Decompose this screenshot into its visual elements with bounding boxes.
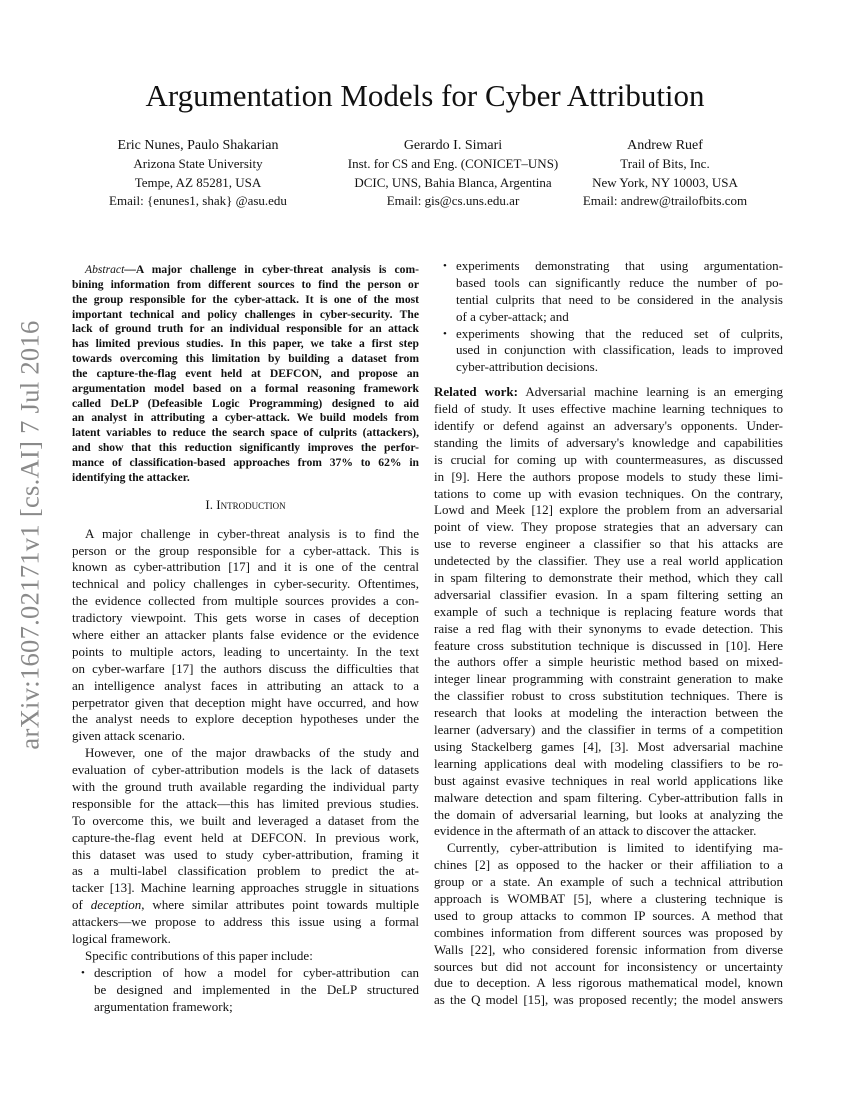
text-line: used to group attacks to common IP sources. A method that <box>434 907 783 923</box>
text-line: the group responsible for the cyber-attack. It is one of the most <box>72 292 419 306</box>
text-line: the analyst needs to explore deception hypotheses under the <box>72 711 419 727</box>
text-line: combines information from different sources was proposed by <box>434 924 783 940</box>
text-line: and show that this reduction significantly improves the perfor- <box>72 441 419 455</box>
text-line: description of how a model for cyber-attribution can <box>94 964 419 980</box>
text-line: field of study. It uses effective machine learning techniques to <box>434 401 783 417</box>
text-line: due to deception. A less rigorous mathematical model, known <box>434 975 783 991</box>
section-heading: I. Introduction <box>205 496 286 512</box>
text-line: be designed and implemented in the DeLP structured <box>94 981 419 997</box>
text-line: logical framework. <box>72 931 171 947</box>
text-line: Walls [22], who considered forensic information from diverse <box>434 941 783 957</box>
text-line <box>72 263 419 278</box>
emphasis: deception <box>90 897 142 913</box>
text-line: the authors offer a simple heuristic method based on mixed- <box>434 654 783 670</box>
paragraph <box>72 948 419 965</box>
spacer <box>434 376 783 384</box>
text-line: tacker [13]. Machine learning approaches struggle in situations <box>72 880 419 896</box>
author-name: Eric Nunes, Paulo Shakarian <box>117 138 279 153</box>
text-line: tations to come up with evasion techniques. On the contrary, <box>434 485 783 501</box>
text-line: chines [2] as opposed to the hacker or their affiliation to a <box>434 857 783 873</box>
author-affiliation: Arizona State University <box>133 156 263 172</box>
run-in-heading: Related work: <box>434 384 518 400</box>
author-name: Gerardo I. Simari <box>403 138 503 153</box>
text-line: known as cyber-attribution [17] and it is one of the central <box>72 559 419 575</box>
bullet-item <box>434 326 783 377</box>
author-email: Email: {enunes1, shak} @asu.edu <box>109 192 287 208</box>
text-line: argumentation model based on a formal reasoning framework <box>72 381 419 395</box>
text-line: experiments showing that the reduced set of culprits, <box>456 325 783 341</box>
text-line: on cyber-warfare [17] the authors discuss the difficulties that <box>72 660 419 676</box>
text-line: mance of classification-based approaches from 37% to 62% in <box>72 455 419 469</box>
text-line: technical and policy challenges in cyber-security. Oftentimes, <box>72 576 419 592</box>
text-line: evidence in the aftermath of an attack to discover the attacker. <box>434 823 757 839</box>
text-line: adversarial classifier evasion. In a spam filtering setting an <box>434 586 783 602</box>
text-line: experiments demonstrating that using argumentation- <box>456 258 783 273</box>
text-line: an intelligence analyst faces in attributing an attack to a <box>72 677 419 693</box>
text-line: Specific contributions of this paper include: <box>85 947 313 963</box>
text-line: bining information from different sources to find the person or <box>72 277 419 291</box>
text-line: points to multiple actors, leading to uncertainty. In the text <box>72 643 419 659</box>
left-column <box>72 263 419 1015</box>
text-line: standing the limits of adversary's knowledge and capabilities <box>434 434 783 450</box>
text-line: capture-the-flag event held at DEFCON. In previous work, <box>72 829 419 845</box>
bullet-item <box>72 965 419 1016</box>
text-line: person or the group responsible for a cyber-attack. This is <box>72 542 419 558</box>
author-email: Email: gis@cs.uns.edu.ar <box>386 192 520 208</box>
author-affiliation: Inst. for CS and Eng. (CONICET–UNS) <box>347 156 559 172</box>
author-email: Email: andrew@trailofbits.com <box>582 192 748 208</box>
author-block <box>525 137 805 210</box>
text-line: tradictory viewpoint. This gets worse in cases of deception <box>72 610 419 626</box>
paper-title: Argumentation Models for Cyber Attribution <box>145 78 705 113</box>
text-line: important technical and policy challenges in cyber-security. The <box>72 307 419 321</box>
text-line: Currently, cyber-attribution is limited to identifying ma- <box>447 840 783 856</box>
text-line: use to reverse engineer a classifier so that his attacks are <box>434 536 783 552</box>
text-line: lack of ground truth for an individual responsible for an attack <box>72 322 419 336</box>
text-line: tential culprits that need to be considered in the analysis <box>456 291 783 307</box>
text-line: argumentation framework; <box>94 998 233 1014</box>
arxiv-stamp: arXiv:1607.02171v1 [cs.AI] 7 Jul 2016 <box>14 320 45 750</box>
paragraph <box>434 384 783 840</box>
text-run: Adversarial machine learning is an emerging <box>517 384 783 400</box>
text-line: raise a red flag with their synonyms to evade detection. This <box>434 620 783 636</box>
text-line: where either an attacker plants false evidence or the evidence <box>72 627 419 642</box>
text-line: research that looks at modeling the interaction between the <box>434 705 783 721</box>
text-line: undetected by the classifier. They use a real world application <box>434 553 783 569</box>
text-line: group or a state. An example of such a technical attribution <box>434 874 783 890</box>
text-line: perpetrator given that deception might have occurred, and how <box>72 694 419 710</box>
text-line: point of view. They propose strategies that an adversary can <box>434 519 783 535</box>
emphasis: Abstract <box>85 263 125 276</box>
text-line: the domain of adversarial learning, but looks at analyzing the <box>434 806 783 822</box>
author-address: Tempe, AZ 85281, USA <box>134 174 262 190</box>
text-line: in spam filtering to demonstrate their method, which they call <box>434 570 783 586</box>
text-line: learner (adversary) and the classifier in terms of a competition <box>434 722 783 738</box>
text-run: —A major challenge in cyber-threat analysis is com- <box>124 263 419 276</box>
text-line: responsible for the attack—this has limited previous studies. <box>72 795 419 811</box>
author-name: Andrew Ruef <box>627 138 703 153</box>
text-line: based tools can significantly reduce the number of po- <box>456 274 783 290</box>
text-line: malware detection and spam filtering. Cyber-attribution falls in <box>434 789 783 805</box>
right-column <box>434 258 783 1009</box>
text-line: an analyst in attributing a cyber-attack. We build models from <box>72 411 419 425</box>
text-line: given attack scenario. <box>72 728 185 744</box>
abstract <box>72 263 419 486</box>
text-line: as the Q model [15], was proposed recently; the model answers <box>434 992 783 1008</box>
text-line <box>434 384 783 401</box>
text-line: is crucial for coming up with countermeasures, as discussed <box>434 451 783 467</box>
text-line: Lowd and Meek [12] explore the problem from an adversarial <box>434 502 783 518</box>
author-block <box>58 137 338 210</box>
paragraph <box>434 840 783 1009</box>
text-line: the classifier robust to cross substitution techniques. There is <box>434 688 783 704</box>
text-line: as a multi-label classification problem to predict the at- <box>72 863 419 879</box>
author-address: New York, NY 10003, USA <box>592 174 738 190</box>
paragraph <box>72 526 419 746</box>
text-line: called DeLP (Defeasible Logic Programming) designed to aid <box>72 396 419 410</box>
text-line: example of such a technique is replacing feature words that <box>434 603 783 619</box>
text-line: approach is WOMBAT [5], where a clustering technique is <box>434 890 783 906</box>
text-run: of <box>72 897 91 913</box>
text-run: , where similar attributes point towards multiple <box>141 897 419 913</box>
text-line: To overcome this, we built and leveraged a dataset from the <box>72 812 419 828</box>
text-line: However, one of the major drawbacks of the study and <box>85 745 419 761</box>
text-line: latent variables to reduce the search space of culprits (attackers), <box>72 426 419 440</box>
text-line: the evidence collected from multiple sources provides a con- <box>72 593 419 609</box>
text-line: cyber-attribution decisions. <box>456 359 598 375</box>
text-line: in [9]. Here the authors propose models to study these limi- <box>434 468 783 484</box>
text-line: with the ground truth available regarding the individual party <box>72 779 419 795</box>
author-address: DCIC, UNS, Bahia Blanca, Argentina <box>354 174 552 190</box>
text-line: using Stackelberg games [4], [3]. Most adversarial machine <box>434 738 783 754</box>
text-line: sources but did not account for inconsistency or uncertainty <box>434 958 783 974</box>
text-line: this dataset was used to study cyber-attribution, framing it <box>72 846 419 862</box>
text-line: identifying the attacker. <box>72 470 190 484</box>
author-affiliation: Trail of Bits, Inc. <box>620 156 710 172</box>
text-line: the capture-the-flag event held at DEFCON, and propose an <box>72 366 419 380</box>
text-line: learning applications deal with modeling classifiers to be ro- <box>434 755 783 771</box>
text-line: integer linear programming with constraint generation to make <box>434 671 783 687</box>
text-line: of a cyber-attack; and <box>456 308 569 324</box>
paragraph <box>72 745 419 948</box>
text-line: feature cross substitution technique is discussed in [10]. Here <box>434 637 783 653</box>
text-line: bust against evasive techniques in real world applications like <box>434 772 783 788</box>
text-line: A major challenge in cyber-threat analysis is to find the <box>85 525 419 541</box>
bullet-icon: • <box>443 327 447 340</box>
bullet-icon: • <box>443 260 447 272</box>
text-line: identify or defend against an adversary's opponents. Under- <box>434 418 783 434</box>
text-line: towards overcoming this limitation by building a dataset from <box>72 352 419 366</box>
text-line: attackers—we propose to address this issue using a formal <box>72 914 419 930</box>
bullet-item <box>434 258 783 326</box>
text-line: evaluation of cyber-attribution models is the lack of datasets <box>72 762 419 778</box>
text-line: has limited previous studies. In this paper, we take a first step <box>72 337 419 351</box>
bullet-icon: • <box>81 966 85 979</box>
text-line: used in conjunction with classification, leads to improved <box>456 342 783 358</box>
text-line <box>72 897 419 914</box>
